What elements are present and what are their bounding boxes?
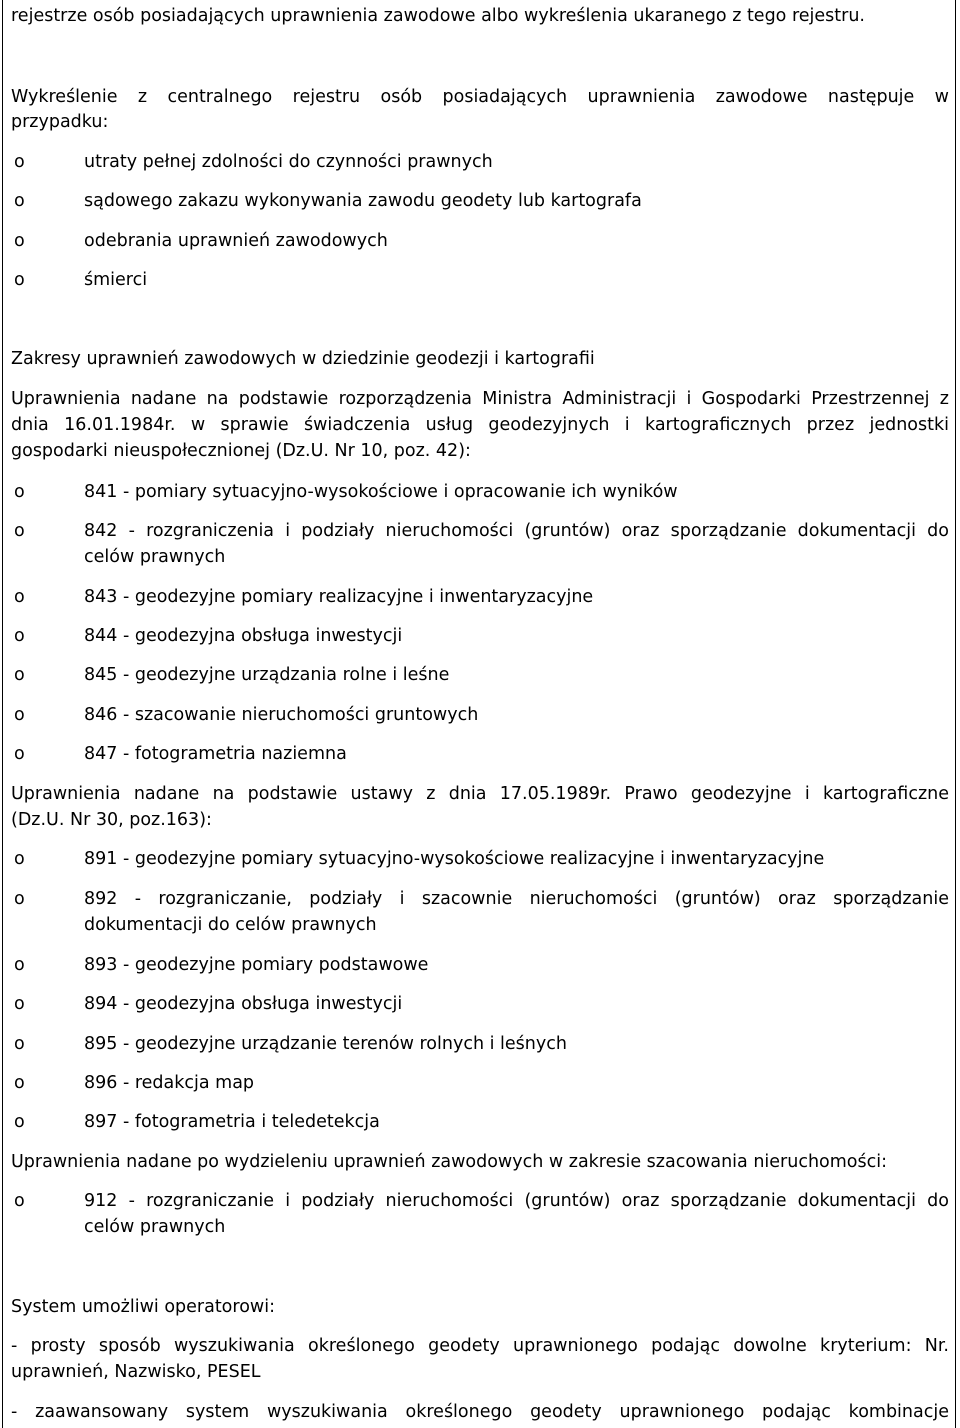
operators-heading: System umożliwi operatorowi: — [11, 1297, 275, 1317]
list-item-text: odebrania uprawnień zawodowych — [84, 231, 388, 251]
bullet: o — [14, 955, 25, 975]
bullet: o — [14, 231, 25, 251]
list-item — [11, 149, 949, 175]
bullet: o — [14, 270, 25, 290]
list-item-text: 896 - redakcja map — [84, 1073, 255, 1093]
operators-line: - prosty sposób wyszukiwania określonego geodety uprawnionego podając dowolne kryterium: Nr. — [11, 1336, 949, 1356]
list-item-text: 842 - rozgraniczenia i podziały nieruchomości (gruntów) oraz sporządzanie dokumentacji do — [84, 521, 949, 541]
section1-intro-line: Uprawnienia nadane na podstawie rozporządzenia Ministra Administracji i Gospodarki Przestrzennej z — [11, 389, 949, 409]
operators-line: uprawnień, Nazwisko, PESEL — [11, 1362, 261, 1382]
list-item-text: 893 - geodezyjne pomiary podstawowe — [84, 955, 429, 975]
section2-intro-line: (Dz.U. Nr 30, poz.163): — [11, 810, 212, 830]
bullet: o — [14, 665, 25, 685]
list-item-text: 891 - geodezyjne pomiary sytuacyjno-wysokościowe realizacyjne i inwentaryzacyjne — [84, 849, 825, 869]
bullet: o — [14, 705, 25, 725]
list-item — [11, 741, 949, 767]
list-item-text-cont: celów prawnych — [84, 547, 226, 567]
list-item — [11, 846, 949, 872]
bullet: o — [14, 1191, 25, 1211]
list-item — [11, 623, 949, 649]
removal-intro-line-1: Wykreślenie z centralnego rejestru osób posiadających uprawnienia zawodowe następuje w — [11, 87, 949, 107]
bullet: o — [14, 587, 25, 607]
section1-intro-line: dnia 16.01.1984r. w sprawie świadczenia usług geodezyjnych i kartograficznych przez jednostki — [11, 415, 949, 435]
list-item — [11, 518, 949, 570]
top-line: rejestrze osób posiadających uprawnienia zawodowe albo wykreślenia ukaranego z tego rejestru. — [11, 6, 865, 26]
bullet: o — [14, 626, 25, 646]
bullet: o — [14, 152, 25, 172]
list-item-text: 894 - geodezyjna obsługa inwestycji — [84, 994, 403, 1014]
list-item — [11, 952, 949, 978]
operators-line: - zaawansowany system wyszukiwania określonego geodety uprawnionego podając kombinacje — [11, 1402, 949, 1422]
list-item-text: 845 - geodezyjne urządzania rolne i leśne — [84, 665, 450, 685]
list-item — [11, 1109, 949, 1135]
list-item-text-cont: dokumentacji do celów prawnych — [84, 915, 377, 935]
list-item-text: 843 - geodezyjne pomiary realizacyjne i inwentaryzacyjne — [84, 587, 594, 607]
list-item — [11, 1070, 949, 1096]
bullet: o — [14, 521, 25, 541]
bullet: o — [14, 889, 25, 909]
list-item — [11, 702, 949, 728]
bullet: o — [14, 1073, 25, 1093]
list-item — [11, 1188, 949, 1240]
bullet: o — [14, 191, 25, 211]
list-item-text: 844 - geodezyjna obsługa inwestycji — [84, 626, 403, 646]
section1-intro-line: gospodarki nieuspołecznionej (Dz.U. Nr 10, poz. 42): — [11, 441, 471, 461]
list-item — [11, 1031, 949, 1057]
list-item-text: 846 - szacowanie nieruchomości gruntowych — [84, 705, 479, 725]
list-item-text: 847 - fotogrametria naziemna — [84, 744, 347, 764]
bullet: o — [14, 1112, 25, 1132]
list-item-text: 892 - rozgraniczanie, podziały i szacownie nieruchomości (gruntów) oraz sporządzanie — [84, 889, 949, 909]
section2-intro-line: Uprawnienia nadane na podstawie ustawy z dnia 17.05.1989r. Prawo geodezyjne i kartograficzne — [11, 784, 949, 804]
list-item — [11, 662, 949, 688]
list-item-text: utraty pełnej zdolności do czynności prawnych — [84, 152, 493, 172]
bullet: o — [14, 994, 25, 1014]
list-item-text: 895 - geodezyjne urządzanie terenów rolnych i leśnych — [84, 1034, 567, 1054]
list-item — [11, 267, 949, 293]
removal-intro-line-2: przypadku: — [11, 112, 109, 132]
list-item — [11, 228, 949, 254]
list-item-text: śmierci — [84, 270, 148, 290]
scope-heading: Zakresy uprawnień zawodowych w dziedzinie geodezji i kartografii — [11, 349, 595, 369]
list-item — [11, 188, 949, 214]
list-item — [11, 584, 949, 610]
list-item-text: sądowego zakazu wykonywania zawodu geodety lub kartografa — [84, 191, 642, 211]
bullet: o — [14, 482, 25, 502]
list-item — [11, 479, 949, 505]
list-item — [11, 991, 949, 1017]
section3-intro: Uprawnienia nadane po wydzieleniu uprawnień zawodowych w zakresie szacowania nieruchomości: — [11, 1152, 887, 1172]
bullet: o — [14, 744, 25, 764]
list-item-text: 912 - rozgraniczanie i podziały nieruchomości (gruntów) oraz sporządzanie dokumentacji do — [84, 1191, 949, 1211]
list-item-text: 841 - pomiary sytuacyjno-wysokościowe i opracowanie ich wyników — [84, 482, 678, 502]
bullet: o — [14, 849, 25, 869]
list-item-text-cont: celów prawnych — [84, 1217, 226, 1237]
list-item — [11, 886, 949, 938]
bullet: o — [14, 1034, 25, 1054]
list-item-text: 897 - fotogrametria i teledetekcja — [84, 1112, 380, 1132]
